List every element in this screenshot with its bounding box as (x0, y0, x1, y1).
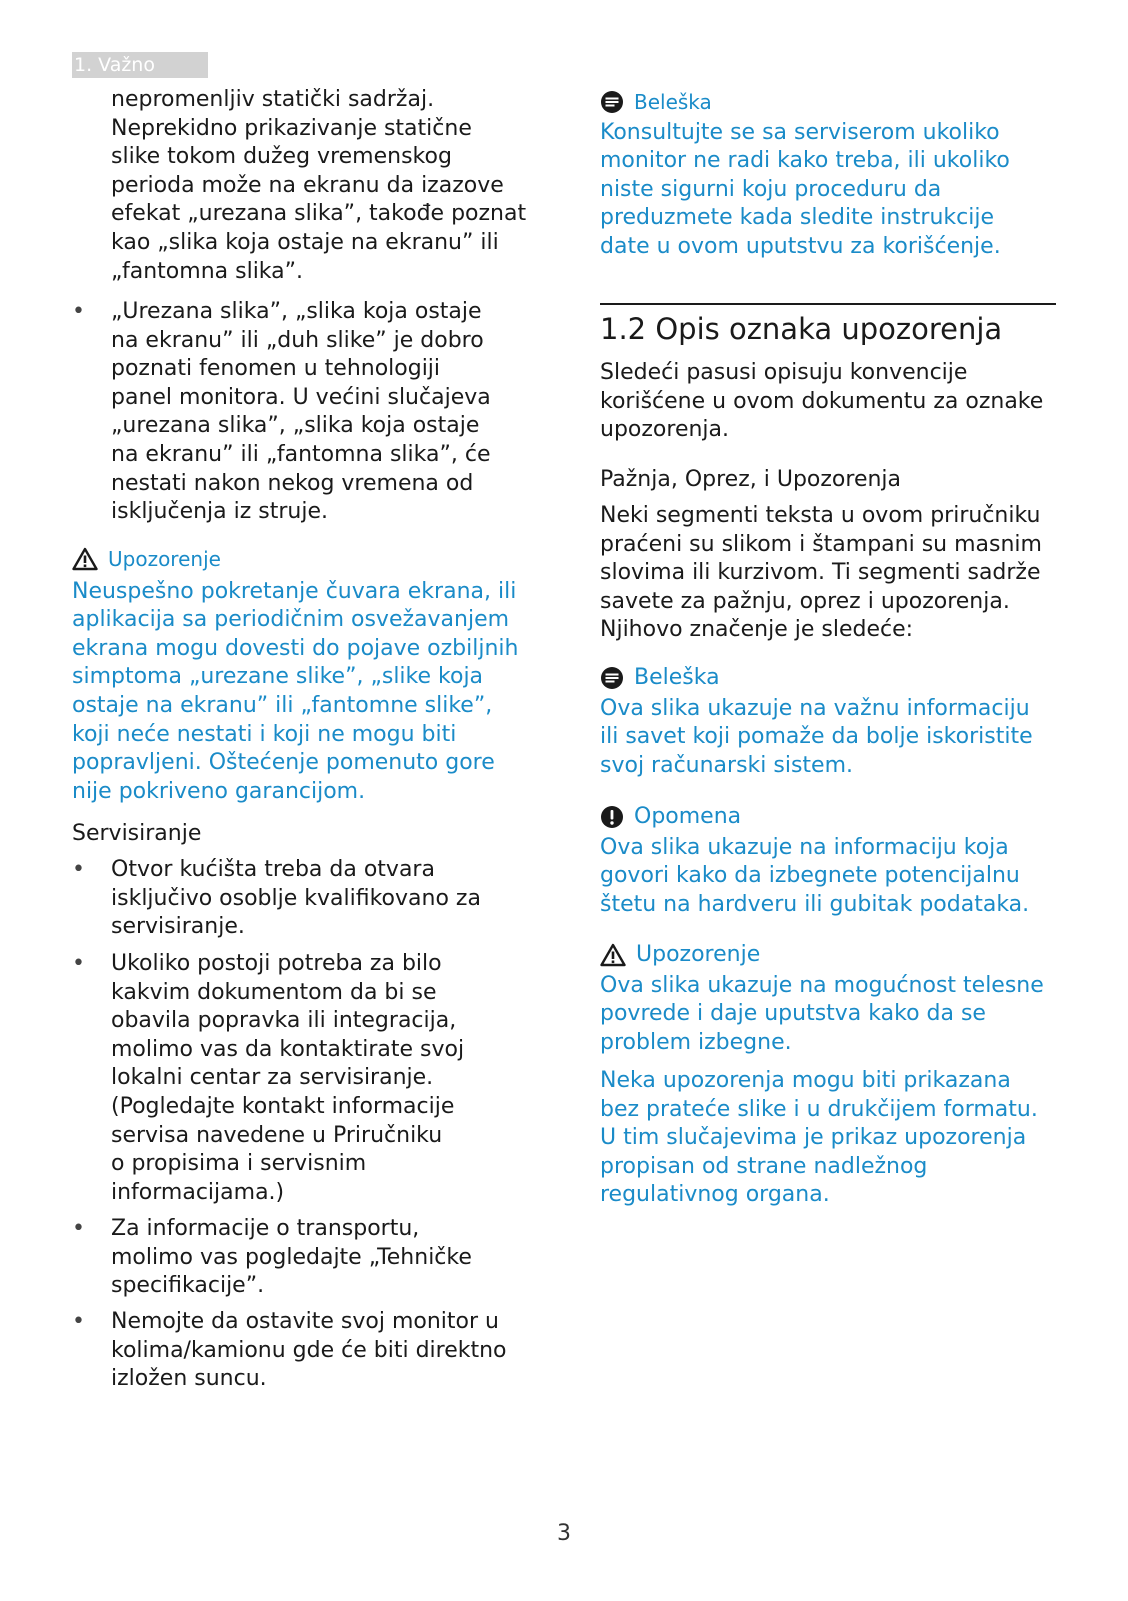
page-number: 3 (557, 1521, 571, 1546)
note-icon (600, 90, 624, 114)
note-text: Konsultujte se sa serviserom ukoliko monitor ne radi kako treba, ili ukoliko niste sigurni koju proceduru da preduzmete kada sledite instrukcije date u ovom uputstvu za korišćenje. (600, 119, 1010, 259)
warning-block (600, 941, 1060, 1057)
note-icon (600, 666, 624, 690)
sub-paragraph: Neki segmenti teksta u ovom priručniku praćeni su slikom i štampani su masnim slovima ili kurzivom. Ti segmenti sadrže savete za pažnju, oprez i upozorenja. Njihovo značenje je sledeće: (600, 503, 1042, 643)
bullet-item: • Ukoliko postoji potreba za bilo kakvim dokumentom da bi se obavila popravka ili integracija, molimo vas da kontaktirate svoj lokalni centar za servisiranje. (Pogledajte kontakt informacije servisa navedene u Priručniku o propisima i servisnim informacijama.) (72, 951, 465, 1205)
section-title: 1.2 Opis oznaka upozorenja (600, 303, 1056, 347)
caution-icon (600, 805, 624, 829)
warning-triangle-icon (72, 547, 98, 571)
section-tab: 1. Važno (72, 52, 208, 78)
bullet-dot: • (72, 951, 85, 976)
bullet-item: • Za informacije o transportu, molimo vas pogledajte „Tehničke specifikacije”. (72, 1216, 472, 1299)
bullet-item: • Nemojte da ostavite svoj monitor u kolima/kamionu gde će biti direktno izložen suncu. (72, 1309, 507, 1392)
bullet-dot: • (72, 1216, 85, 1241)
caution-block (600, 803, 1060, 919)
intro-paragraph: nepromenljiv statički sadržaj. Neprekidno prikazivanje statične slike tokom dužeg vremenskog perioda može na ekranu da izazove efekat „urezana slika”, takođe poznat kao „slika koja ostaje na ekranu” ili „fantomna slika”. (111, 87, 527, 284)
note-block (600, 88, 1060, 262)
warning-text: Neuspešno pokretanje čuvara ekrana, ili aplikacija sa periodičnim osvežavanjem ekrana mogu dovesti do pojave ozbiljnih simptoma „urezane slike”, „slike koja ostaje na ekranu” ili „fantomne slike”, koji neće nestati i koji ne mogu biti popravljeni. Oštećenje pomenuto gore nije pokriveno garancijom. (72, 578, 519, 804)
note-block (600, 664, 1060, 780)
bullet-dot: • (72, 1309, 85, 1334)
warning-title: Upozorenje (108, 547, 221, 571)
note-title: Beleška (634, 90, 712, 114)
warning-title: Upozorenje (636, 942, 761, 967)
warning-block (72, 545, 542, 806)
final-paragraph: Neka upozorenja mogu biti prikazana bez prateće slike i u drukčijem formatu. U tim slučajevima je prikaz upozorenja propisan od strane nadležnog regulativnog organa. (600, 1068, 1038, 1208)
caution-text: Ova slika ukazuje na informaciju koja govori kako da izbegnete potencijalnu štetu na hardveru ili gubitak podataka. (600, 834, 1030, 917)
subheading: Pažnja, Oprez, i Upozorenja (600, 467, 902, 492)
service-heading: Servisiranje (72, 821, 202, 846)
note-text: Ova slika ukazuje na važnu informaciju ili savet koji pomaže da bolje iskoristite svoj računarski sistem. (600, 695, 1033, 778)
warning-text: Ova slika ukazuje na mogućnost telesne povrede i daje uputstva kako da se problem izbegne. (600, 972, 1044, 1055)
bullet-dot: • (72, 857, 85, 882)
section-intro: Sledeći pasusi opisuju konvencije korišćene u ovom dokumentu za oznake upozorenja. (600, 360, 1044, 443)
bullet-dot: • (72, 299, 85, 324)
bullet-item: • Otvor kućišta treba da otvara isključivo osoblje kvalifikovano za servisiranje. (72, 857, 481, 940)
bullet-item: • „Urezana slika”, „slika koja ostaje na ekranu” ili „duh slike” je dobro poznati fenomen u tehnologiji panel monitora. U većini slučajeva „urezana slika”, „slika koja ostaje na ekranu” ili „fantomna slika”, će nestati nakon nekog vremena od isključenja iz struje. (72, 299, 491, 525)
note-title: Beleška (634, 665, 720, 690)
caution-title: Opomena (634, 804, 742, 829)
warning-triangle-icon (600, 943, 626, 967)
